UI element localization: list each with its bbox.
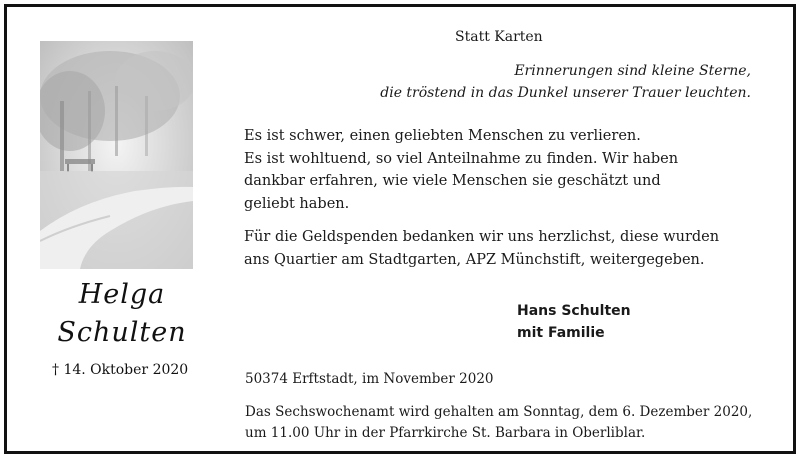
deceased-last-name: Schulten <box>57 317 187 348</box>
header-text: Statt Karten <box>455 29 543 45</box>
motto-line-2: die tröstend in das Dunkel unserer Trauer leuchten. <box>380 85 751 101</box>
paragraph-line: Es ist wohltuend, so viel Anteilnahme zu finden. Wir haben <box>244 150 679 167</box>
service-line: Das Sechswochenamt wird gehalten am Sonntag, dem 6. Dezember 2020, <box>245 404 753 420</box>
paragraph-line: Für die Geldspenden bedanken wir uns herzlichst, diese wurden <box>244 229 720 245</box>
thanks-paragraph <box>244 125 734 215</box>
motto-line-1: Erinnerungen sind kleine Sterne, <box>514 63 751 79</box>
deceased-first-name: Helga <box>78 279 166 310</box>
signature <box>517 300 631 344</box>
death-date: † 14. Oktober 2020 <box>52 362 189 378</box>
service-notice <box>245 402 775 443</box>
park-path-image <box>40 41 193 269</box>
paragraph-line: geliebt haben. <box>244 195 350 212</box>
paragraph-line: dankbar erfahren, wie viele Menschen sie geschätzt und <box>244 173 661 189</box>
signature-family: mit Familie <box>517 325 605 341</box>
service-line: um 11.00 Uhr in der Pfarrkirche St. Barbara in Oberliblar. <box>245 424 646 441</box>
paragraph-line: ans Quartier am Stadtgarten, APZ Münchstift, weitergegeben. <box>244 251 705 268</box>
place-date: 50374 Erftstadt, im November 2020 <box>245 371 494 387</box>
memorial-photo <box>40 41 193 269</box>
donation-paragraph <box>244 226 764 271</box>
paragraph-line: Es ist schwer, einen geliebten Menschen zu verlieren. <box>244 128 641 144</box>
signature-name: Hans Schulten <box>517 303 631 319</box>
motto <box>380 60 751 104</box>
obituary-card <box>4 4 796 454</box>
